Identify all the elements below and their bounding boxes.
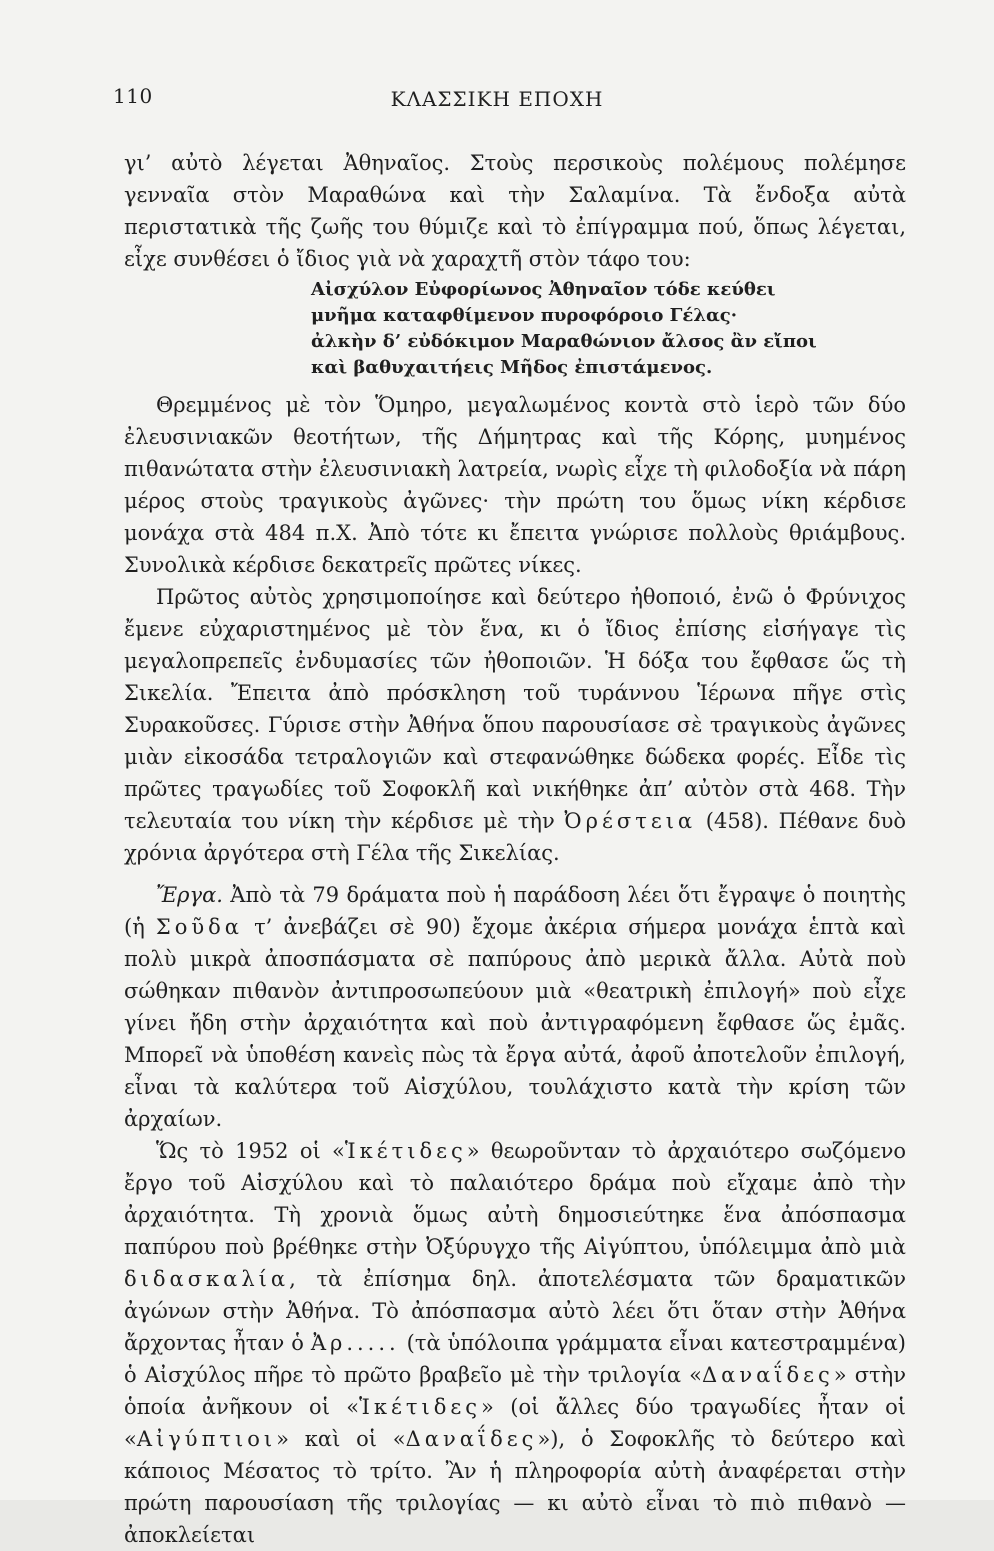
epigram-line: Αἰσχύλον Εὐφορίωνος Ἀθηναῖον τόδε κεύθει <box>311 279 776 300</box>
paragraph-text: Πρῶτος αὐτὸς χρησιμοποίησε καὶ δεύτερο ἠθοποιό, ἐνῶ ὁ Φρύνιχος ἔμενε εὐχαριστημένος μὲ τὸν ἕνα, κι ὁ ἴδιος ἐπίσης εἰσήγαγε τὶς μεγαλοπρεπεῖς ἐνδυμασίες τῶν ἠθοποιῶν. Ἡ δόξα του ἔφθασε ὥς τὴ Σικελία. Ἔπειτα ἀπὸ πρόσκληση τοῦ τυράννου Ἱέρωνα πῆγε στὶς Συρακοῦσες. Γύρισε στὴν Ἀθήνα ὅπου παρουσίασε σὲ τραγικοὺς ἀγῶνες μιὰν εἰκοσάδα τετραλογιῶν καὶ στεφανώθηκε δώδεκα φορές. Εἶδε τὶς πρῶτες τραγωδίες τοῦ Σοφοκλῆ καὶ νικήθηκε ἀπ’ αὐτὸν στὰ 468. Τὴν τελευταία του νίκη τὴν κέρδισε μὲ τὴν <box>124 585 906 833</box>
paragraph-text: » (οἱ ἄλλες δύο τραγωδίες ἦταν οἱ « <box>124 1395 906 1451</box>
epigram-line: ἀλκὴν δ’ εὐδόκιμον Μαραθώνιον ἄλσος ἂν εἴποι <box>311 331 817 352</box>
page-number: 110 <box>113 84 153 108</box>
page-body <box>124 147 906 1551</box>
paragraph-upbringing: Θρεμμένος μὲ τὸν Ὅμηρο, μεγαλωμένος κοντὰ στὸ ἱερὸ τῶν δύο ἐλευσινιακῶν θεοτήτων, τῆς Δήμητρας καὶ τῆς Κόρης, μυημένος πιθανώτατα στὴν ἐλευσινιακὴ λατρεία, νωρὶς εἶχε τὴ φιλοδοξία νὰ πάρη μέρος στοὺς τραγικοὺς ἀγῶνες· τὴν πρώτη του ὅμως νίκη κέρδισε μονάχα στὰ 484 π.Χ. Ἀπὸ τότε κι ἔπειτα γνώρισε πολλοὺς θριάμβους. Συνολικὰ κέρδισε δεκατρεῖς πρῶτες νίκες. <box>124 393 906 577</box>
work-title-aigyptioi: Αἰγύπτιοι <box>136 1427 277 1451</box>
work-title-hiketides: Ἱκέτιδες <box>344 1139 467 1163</box>
epigram-line: μνῆμα καταφθίμενον πυροφόροιο Γέλας· <box>311 305 738 326</box>
paragraph-innovations <box>124 581 906 869</box>
work-title-danaides: Δαναΐδες <box>701 1363 834 1387</box>
running-title: ΚΛΑΣΣΙΚΗ ΕΠΟΧΗ <box>390 87 604 111</box>
epigram-line: καὶ βαθυχαιτήεις Μῆδος ἐπιστάμενος. <box>311 357 713 378</box>
paragraph-works <box>124 879 906 1135</box>
paragraph-text: , τὰ ἐπίσημα δηλ. ἀποτελέσματα τῶν δραματικῶν ἀγώνων στὴν Ἀθήνα. Τὸ ἀπόσπασμα αὐτὸ λέει ὅτι ὅταν στὴν Ἀθήνα ἄρχοντας ἦταν ὁ <box>124 1267 906 1355</box>
paragraph-text: Ἀπὸ τὰ 79 δράματα ποὺ ἡ παράδοση λέει ὅτι ἔγραψε ὁ ποιητὴς (ἡ <box>124 883 906 939</box>
archon-name: Ἀρ..... <box>310 1331 400 1355</box>
paragraph-text: τ’ ἀνεβάζει σὲ 90) ἔχομε ἀκέρια σήμερα μονάχα ἑπτὰ καὶ πολὺ μικρὰ ἀποσπάσματα σὲ παπύρους ἀπὸ μερικὰ ἄλλα. Αὐτὰ ποὺ σώθηκαν πιθανὸν ἀντιπροσωπεύουν μιὰ «θεατρικὴ ἐπιλογή» ποὺ εἶχε γίνει ἤδη στὴν ἀρχαιότητα καὶ ποὺ ἀντιγραφόμενη ἔφθασε ὥς ἐμᾶς. Μπορεῖ νὰ ὑποθέση κανεὶς πὼς τὰ ἔργα αὐτά, ἀφοῦ ἀποτελοῦν ἐπιλογή, εἶναι τὰ καλύτερα τοῦ Αἰσχύλου, τουλάχιστο κατὰ τὴν κρίση τῶν ἀρχαίων. <box>124 915 907 1131</box>
paragraph-text: »), ὁ Σοφοκλῆς τὸ δεύτερο καὶ κάποιος Μέσατος τὸ τρίτο. Ἂν ἡ πληροφορία αὐτὴ ἀναφέρεται στὴν πρώτη παρουσίαση τῆς τριλογίας — κι αὐτὸ εἶναι τὸ πιὸ πιθανὸ — ἀποκλείεται <box>124 1427 906 1547</box>
paragraph-text: » στὴν ὁποία ἀνῆκουν οἱ « <box>124 1363 906 1419</box>
source-souda: Σοῦδα <box>155 915 243 939</box>
paragraph-text: » θεωροῦνταν τὸ ἀρχαιότερο σωζόμενο ἔργο τοῦ Αἰσχύλου καὶ τὸ παλαιότερο δράμα ποὺ εἴχαμε ἀπὸ τὴν ἀρχαιότητα. Τὴ χρονιὰ ὅμως αὐτὴ δημοσιεύτηκε ἕνα ἀπόσπασμα παπύρου ποὺ βρέθηκε στὴν Ὀξύρυγχο τῆς Αἰγύπτου, ὑπόλειμμα ἀπὸ μιὰ <box>124 1139 906 1259</box>
section-lead-erga: Ἔργα. <box>156 883 223 907</box>
work-title-oresteia: Ὀρέστεια <box>564 809 697 833</box>
term-didaskalia: διδασκαλία <box>124 1267 290 1291</box>
work-title-danaides: Δαναΐδες <box>405 1427 538 1451</box>
paragraph-text: Ὥς τὸ 1952 οἱ « <box>156 1139 345 1163</box>
paragraph-text: (458). Πέθανε δυὸ χρόνια ἀργότερα στὴ Γέλα τῆς Σικελίας. <box>124 809 906 865</box>
intro-paragraph: γι’ αὐτὸ λέγεται Ἀθηναῖος. Στοὺς περσικοὺς πολέμους πολέμησε γενναῖα στὸν Μαραθώνα καὶ τὴν Σαλαμίνα. Τὰ ἔνδοξα αὐτὰ περιστατικὰ τῆς ζωῆς του θύμιζε καὶ τὸ ἐπίγραμμα πού, ὅπως λέγεται, εἶχε συνθέσει ὁ ἴδιος γιὰ νὰ χαραχτῆ στὸν τάφο του: <box>124 151 906 271</box>
paragraph-text: » καὶ οἱ « <box>276 1427 406 1451</box>
work-title-hiketides: Ἱκέτιδες <box>359 1395 482 1419</box>
epigram-block <box>311 277 906 381</box>
paragraph-papyrus <box>124 1135 906 1551</box>
paragraph-text: (τὰ ὑπόλοιπα γράμματα εἶναι κατεστραμμένα) ὁ Αἰσχύλος πῆρε τὸ πρῶτο βραβεῖο μὲ τὴν τριλογία « <box>124 1331 906 1387</box>
